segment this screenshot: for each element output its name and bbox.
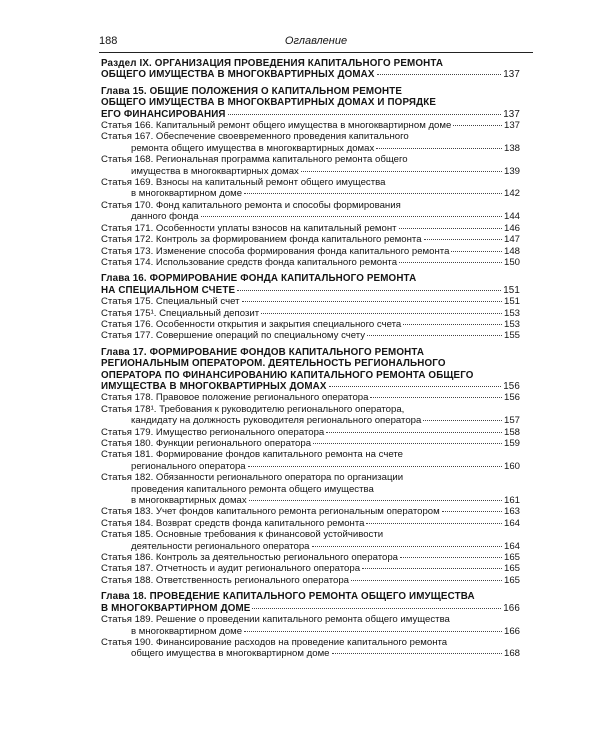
- toc-page-number: 159: [503, 438, 520, 449]
- toc-heading: [101, 347, 520, 393]
- dot-leader: [228, 114, 502, 115]
- toc-line: [101, 308, 520, 319]
- toc-line-text: В МНОГОКВАРТИРНОМ ДОМЕ: [101, 602, 251, 614]
- toc-heading: [101, 86, 520, 120]
- toc-entry: [101, 200, 520, 223]
- toc-entry: [101, 614, 520, 637]
- toc-page-number: 151: [503, 296, 520, 308]
- toc-entry: [101, 449, 520, 472]
- toc-line: [101, 614, 520, 625]
- dot-leader: [366, 523, 502, 524]
- toc-line-text: кандидату на должность руководителя регионального оператора: [131, 415, 422, 427]
- toc-entry: [101, 234, 520, 245]
- toc-entry: [101, 319, 520, 330]
- toc-entry: [101, 177, 520, 200]
- toc-entry: [101, 120, 520, 131]
- dot-leader: [362, 568, 502, 569]
- toc-line-text: Статья 175¹. Специальный депозит: [101, 307, 260, 319]
- toc-line-text: Статья 179. Имущество регионального оператора: [101, 426, 325, 438]
- toc-line: [101, 381, 520, 392]
- toc-line: [101, 319, 520, 330]
- dot-leader: [249, 500, 502, 501]
- toc-line: [101, 392, 520, 403]
- toc-page-number: 158: [503, 426, 520, 438]
- toc-line: [101, 177, 520, 188]
- toc-page-number: 165: [503, 563, 520, 575]
- toc-entry: [101, 404, 520, 427]
- toc-line-text: Статья 169. Взносы на капитальный ремонт общего имущества: [101, 177, 386, 189]
- toc-entry: [101, 529, 520, 552]
- toc-line: [101, 603, 520, 614]
- toc-page-number: 155: [503, 330, 520, 342]
- dot-leader: [370, 397, 502, 398]
- toc-page-number: 147: [503, 234, 520, 246]
- toc-line-text: деятельности регионального оператора: [131, 540, 310, 552]
- page-header: [99, 34, 533, 53]
- toc-line: [101, 211, 520, 222]
- dot-leader: [399, 228, 502, 229]
- toc-line: [101, 296, 520, 307]
- toc-line: [101, 58, 520, 69]
- toc-line: [101, 648, 520, 659]
- toc-line-text: Статья 177. Совершение операций по специальному счету: [101, 330, 366, 342]
- toc-entry: [101, 427, 520, 438]
- toc-line: [101, 358, 520, 369]
- toc-entry: [101, 575, 520, 586]
- toc-line-text: Статья 186. Контроль за деятельностью регионального оператора: [101, 552, 399, 564]
- toc-line-text: ИМУЩЕСТВА В МНОГОКВАРТИРНЫХ ДОМАХ: [101, 380, 327, 392]
- toc-entry: [101, 308, 520, 319]
- toc-line-text: Статья 170. Фонд капитального ремонта и способы формирования: [101, 199, 401, 211]
- toc-line-text: Статья 172. Контроль за формированием фонда капитального ремонта: [101, 234, 422, 246]
- toc-line: [101, 246, 520, 257]
- toc-page-number: 166: [503, 602, 520, 614]
- table-of-contents: [101, 58, 520, 660]
- toc-line: [101, 518, 520, 529]
- toc-line-text: в многоквартирном доме: [131, 188, 243, 200]
- toc-line-text: Глава 18. ПРОВЕДЕНИЕ КАПИТАЛЬНОГО РЕМОНТА ОБЩЕГО ИМУЩЕСТВА: [101, 591, 475, 603]
- toc-line-text: Статья 173. Изменение способа формирования фонда капитального ремонта: [101, 245, 450, 257]
- toc-line-text: Статья 168. Региональная программа капитального ремонта общего: [101, 154, 408, 166]
- toc-page-number: 142: [503, 188, 520, 200]
- toc-line: [101, 541, 520, 552]
- toc-line-text: ЕГО ФИНАНСИРОВАНИЯ: [101, 108, 226, 120]
- dot-leader: [312, 546, 502, 547]
- toc-line-text: Статья 190. Финансирование расходов на проведение капитального ремонта: [101, 636, 448, 648]
- toc-page-number: 138: [503, 142, 520, 154]
- toc-line-text: Статья 176. Особенности открытия и закрытия специального счета: [101, 318, 402, 330]
- toc-line-text: регионального оператора: [131, 460, 246, 472]
- toc-line-text: Глава 15. ОБЩИЕ ПОЛОЖЕНИЯ О КАПИТАЛЬНОМ РЕМОНТЕ: [101, 85, 403, 97]
- toc-entry: [101, 472, 520, 506]
- toc-line: [101, 188, 520, 199]
- dot-leader: [424, 239, 502, 240]
- toc-entry: [101, 518, 520, 529]
- dot-leader: [301, 171, 502, 172]
- toc-line-text: имущества в многоквартирных домах: [131, 165, 299, 177]
- dot-leader: [442, 511, 502, 512]
- toc-line-text: Статья 183. Учет фондов капитального ремонта региональным оператором: [101, 506, 440, 518]
- dot-leader: [313, 443, 502, 444]
- toc-entry: [101, 246, 520, 257]
- toc-page-number: 150: [503, 256, 520, 268]
- dot-leader: [399, 262, 502, 263]
- toc-line: [101, 131, 520, 142]
- toc-entry: [101, 563, 520, 574]
- toc-page-number: 137: [503, 120, 520, 132]
- toc-line: [101, 438, 520, 449]
- toc-line-text: Статья 178¹. Требования к руководителю регионального оператора,: [101, 403, 405, 415]
- toc-line-text: Глава 16. ФОРМИРОВАНИЕ ФОНДА КАПИТАЛЬНОГО РЕМОНТА: [101, 273, 417, 285]
- dot-leader: [244, 631, 502, 632]
- dot-leader: [403, 324, 502, 325]
- toc-line: [101, 495, 520, 506]
- toc-line: [101, 637, 520, 648]
- dot-leader: [451, 251, 502, 252]
- toc-line-text: Статья 184. Возврат средств фонда капитального ремонта: [101, 517, 365, 529]
- toc-entry: [101, 506, 520, 517]
- toc-line-text: ОПЕРАТОРА ПО ФИНАНСИРОВАНИЮ КАПИТАЛЬНОГО РЕМОНТА ОБЩЕГО: [101, 369, 474, 381]
- dot-leader: [423, 420, 502, 421]
- toc-line: [101, 472, 520, 483]
- dot-leader: [367, 335, 502, 336]
- toc-line: [101, 97, 520, 108]
- toc-heading: [101, 58, 520, 81]
- toc-page-number: 151: [503, 284, 520, 296]
- toc-line-text: проведения капитального ремонта общего имущества: [131, 483, 374, 495]
- toc-page-number: 164: [503, 517, 520, 529]
- dot-leader: [332, 653, 502, 654]
- toc-line-text: Статья 182. Обязанности регионального оператора по организации: [101, 472, 404, 484]
- toc-line: [101, 461, 520, 472]
- toc-line-text: НА СПЕЦИАЛЬНОМ СЧЕТЕ: [101, 284, 236, 296]
- toc-line: [101, 200, 520, 211]
- dot-leader: [201, 216, 502, 217]
- toc-page-number: 156: [503, 392, 520, 404]
- toc-page-number: 161: [503, 495, 520, 507]
- toc-line-text: Статья 189. Решение о проведении капитального ремонта общего имущества: [101, 614, 450, 626]
- dot-leader: [248, 466, 502, 467]
- toc-page-number: 153: [503, 307, 520, 319]
- toc-line-text: Статья 180. Функции регионального оператора: [101, 438, 312, 449]
- toc-line-text: ОБЩЕГО ИМУЩЕСТВА В МНОГОКВАРТИРНЫХ ДОМАХ: [101, 69, 375, 81]
- toc-entry: [101, 131, 520, 154]
- toc-line-text: данного фонда: [131, 211, 199, 223]
- toc-line-text: Раздел IX. ОРГАНИЗАЦИЯ ПРОВЕДЕНИЯ КАПИТАЛЬНОГО РЕМОНТА: [101, 58, 444, 69]
- toc-page-number: 165: [503, 574, 520, 586]
- toc-line: [101, 370, 520, 381]
- toc-line-text: Статья 171. Особенности уплаты взносов на капитальный ремонт: [101, 222, 397, 234]
- dot-leader: [376, 148, 502, 149]
- running-title: Оглавление: [284, 35, 348, 47]
- toc-page-number: 137: [503, 108, 520, 120]
- toc-line: [101, 484, 520, 495]
- toc-line: [101, 223, 520, 234]
- toc-line-text: Статья 185. Основные требования к финансовой устойчивости: [101, 529, 384, 541]
- toc-line: [101, 143, 520, 154]
- toc-page-number: 165: [503, 552, 520, 564]
- toc-line: [101, 449, 520, 460]
- toc-line: [101, 591, 520, 602]
- toc-heading: [101, 273, 520, 296]
- dot-leader: [237, 290, 501, 291]
- toc-line-text: Статья 167. Обеспечение своевременного проведения капитального: [101, 131, 409, 143]
- toc-line: [101, 552, 520, 563]
- toc-line: [101, 404, 520, 415]
- dot-leader: [329, 386, 502, 387]
- toc-line: [101, 273, 520, 284]
- toc-page-number: 148: [503, 245, 520, 257]
- toc-line-text: в многоквартирных домах: [131, 495, 247, 507]
- dot-leader: [400, 557, 502, 558]
- toc-line-text: Глава 17. ФОРМИРОВАНИЕ ФОНДОВ КАПИТАЛЬНОГО РЕМОНТА: [101, 346, 425, 358]
- dot-leader: [326, 432, 502, 433]
- toc-entry: [101, 637, 520, 660]
- dot-leader: [244, 193, 502, 194]
- toc-line-text: РЕГИОНАЛЬНЫМ ОПЕРАТОРОМ. ДЕЯТЕЛЬНОСТЬ РЕГИОНАЛЬНОГО: [101, 358, 446, 370]
- toc-page-number: 166: [503, 625, 520, 637]
- toc-page-number: 168: [503, 648, 520, 660]
- toc-line: [101, 529, 520, 540]
- toc-line: [101, 120, 520, 131]
- dot-leader: [453, 125, 502, 126]
- toc-line: [101, 285, 520, 296]
- toc-line-text: Статья 178. Правовое положение регионального оператора: [101, 392, 369, 404]
- toc-entry: [101, 296, 520, 307]
- toc-line-text: в многоквартирном доме: [131, 625, 243, 637]
- dot-leader: [351, 580, 502, 581]
- toc-line: [101, 86, 520, 97]
- dot-leader: [242, 301, 502, 302]
- toc-line: [101, 69, 520, 80]
- toc-entry: [101, 438, 520, 449]
- toc-page-number: 157: [503, 415, 520, 427]
- toc-page-number: 137: [503, 69, 520, 81]
- dot-leader: [377, 74, 502, 75]
- toc-entry: [101, 552, 520, 563]
- toc-line-text: Статья 188. Ответственность регионального оператора: [101, 574, 350, 586]
- toc-line-text: Статья 166. Капитальный ремонт общего имущества в многоквартирном доме: [101, 120, 452, 132]
- toc-line-text: ремонта общего имущества в многоквартирных домах: [131, 142, 375, 154]
- toc-entry: [101, 330, 520, 341]
- toc-line: [101, 234, 520, 245]
- toc-line: [101, 154, 520, 165]
- dot-leader: [252, 608, 501, 609]
- toc-line: [101, 166, 520, 177]
- toc-line: [101, 330, 520, 341]
- toc-line-text: Статья 175. Специальный счет: [101, 296, 240, 308]
- toc-page-number: 163: [503, 506, 520, 518]
- toc-page-number: 156: [503, 380, 520, 392]
- toc-line: [101, 563, 520, 574]
- toc-line-text: Статья 174. Использование средств фонда капитального ремонта: [101, 256, 398, 268]
- toc-entry: [101, 223, 520, 234]
- toc-entry: [101, 257, 520, 268]
- toc-line-text: Статья 187. Отчетность и аудит регионального оператора: [101, 563, 361, 575]
- toc-page-number: 139: [503, 165, 520, 177]
- toc-line: [101, 415, 520, 426]
- toc-heading: [101, 591, 520, 614]
- toc-line-text: Статья 181. Формирование фондов капитального ремонта на счете: [101, 449, 403, 461]
- toc-entry: [101, 392, 520, 403]
- toc-line: [101, 347, 520, 358]
- toc-page-number: 144: [503, 211, 520, 223]
- toc-page-number: 153: [503, 318, 520, 330]
- dot-leader: [261, 313, 502, 314]
- toc-page-number: 160: [503, 460, 520, 472]
- toc-line: [101, 626, 520, 637]
- page-number: 188: [99, 35, 118, 47]
- toc-page-number: 164: [503, 540, 520, 552]
- toc-line: [101, 506, 520, 517]
- toc-line-text: общего имущества в многоквартирном доме: [131, 648, 330, 660]
- toc-line: [101, 109, 520, 120]
- toc-line: [101, 427, 520, 438]
- toc-line: [101, 575, 520, 586]
- toc-entry: [101, 154, 520, 177]
- toc-line-text: ОБЩЕГО ИМУЩЕСТВА В МНОГОКВАРТИРНЫХ ДОМАХ И ПОРЯДКЕ: [101, 97, 437, 109]
- toc-page-number: 146: [503, 222, 520, 234]
- toc-line: [101, 257, 520, 268]
